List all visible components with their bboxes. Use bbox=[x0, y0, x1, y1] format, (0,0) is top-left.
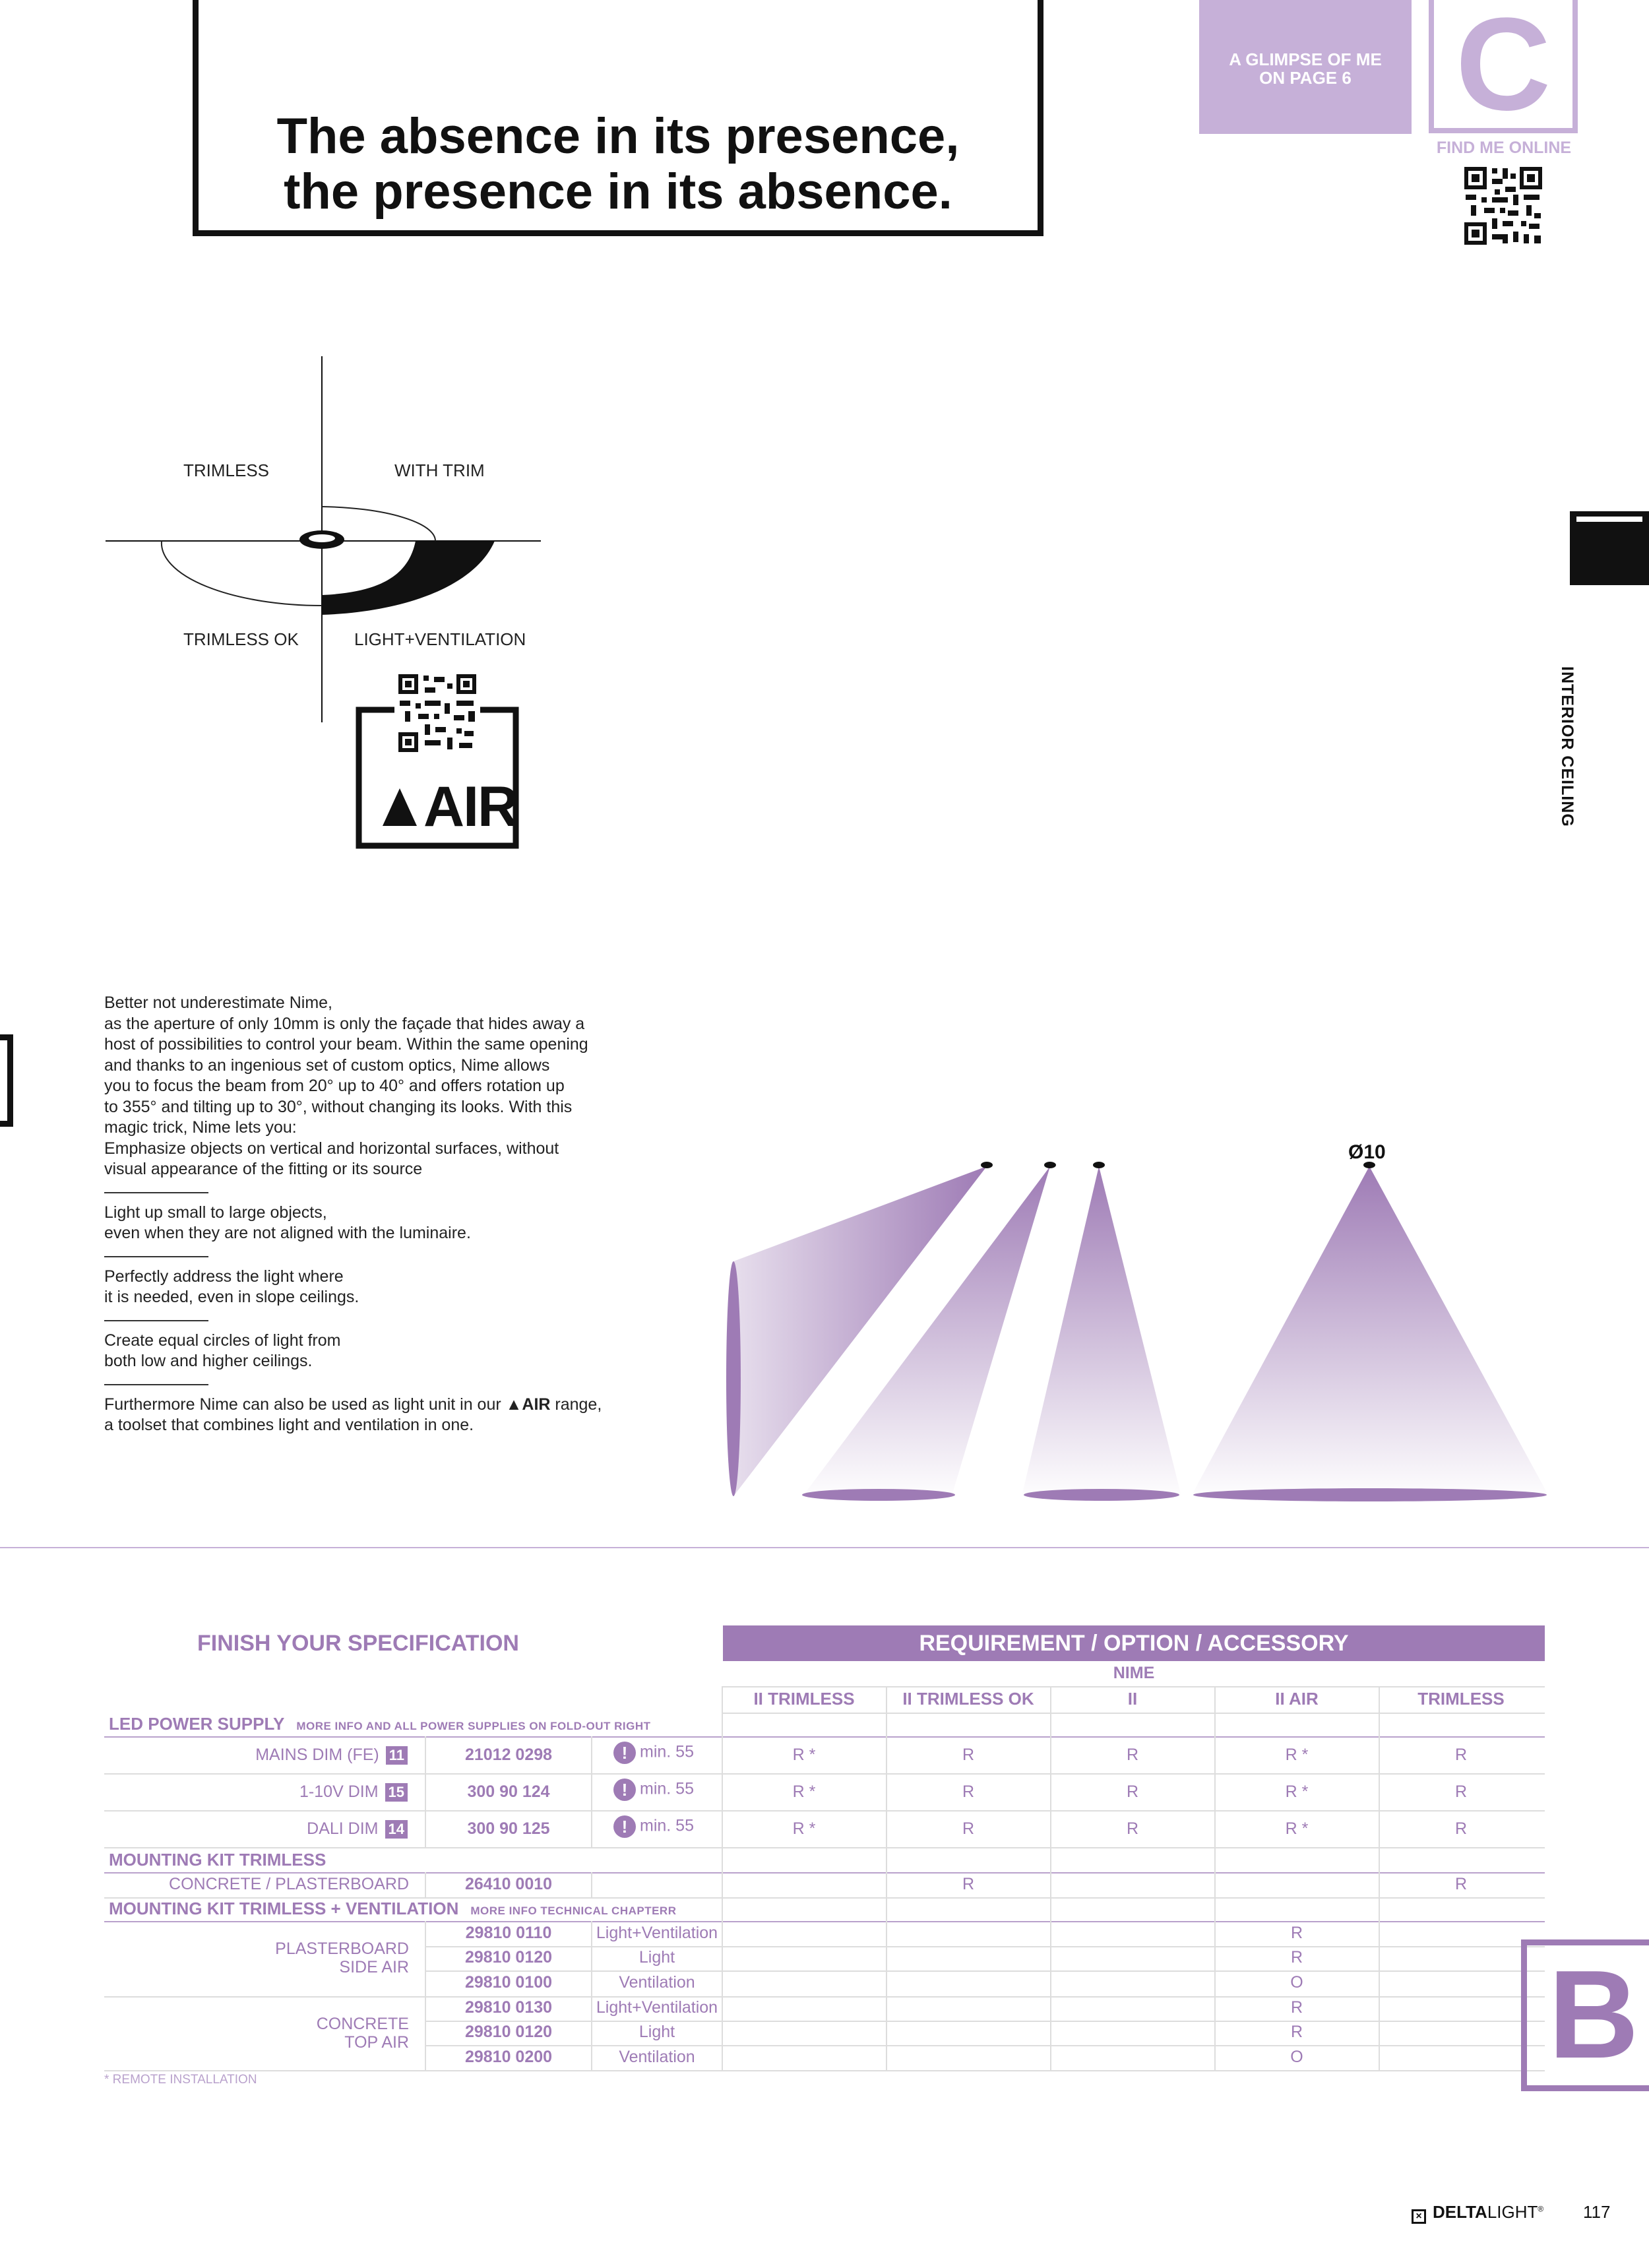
group-name-line-2: TOP AIR bbox=[344, 2033, 409, 2052]
psu-val: R bbox=[1126, 1782, 1139, 1801]
p5-line-1 bbox=[104, 1395, 685, 1416]
col-rule bbox=[1379, 1686, 1380, 2070]
col-head-ii-air: II AIR bbox=[1275, 1689, 1319, 1709]
col-rule bbox=[425, 1872, 426, 1897]
col-rule bbox=[591, 1921, 592, 2070]
p2-line-2: even when they are not aligned with the luminaire. bbox=[104, 1224, 471, 1242]
section-divider bbox=[0, 1547, 1649, 1548]
col-head-trimless-ok: II TRIMLESS OK bbox=[902, 1689, 1034, 1709]
psu-info-text: min. 55 bbox=[640, 1742, 694, 1761]
mk-name: CONCRETE / PLASTERBOARD bbox=[169, 1875, 409, 1893]
section-letter: B bbox=[1521, 1939, 1649, 2091]
group-concrete-top-air bbox=[104, 2015, 409, 2052]
psu-val: R * bbox=[1285, 1782, 1309, 1801]
psu-name bbox=[104, 1819, 408, 1839]
headline bbox=[193, 109, 1043, 220]
psu-val: R bbox=[1454, 1819, 1468, 1838]
group-name-line-1: PLASTERBOARD bbox=[275, 1939, 409, 1958]
psu-val: R * bbox=[792, 1819, 816, 1838]
brand-registered: ® bbox=[1538, 2204, 1544, 2214]
section-title: MOUNTING KIT TRIMLESS + VENTILATION bbox=[109, 1899, 459, 1918]
rule bbox=[104, 1872, 1545, 1874]
rule bbox=[104, 2070, 1545, 2071]
vent-desc: Light+Ventilation bbox=[596, 1998, 718, 2017]
vent-code: 29810 0110 bbox=[465, 1924, 552, 1942]
section-note: MORE INFO TECHNICAL CHAPTERR bbox=[470, 1905, 677, 1917]
col-rule bbox=[425, 1736, 426, 1847]
product-nime-label: NIME bbox=[1113, 1664, 1155, 1682]
diagram-label-with-trim: WITH TRIM bbox=[394, 460, 485, 480]
intro-line-4: and thanks to an ingenious set of custom optics, Nime allows bbox=[104, 1055, 550, 1075]
intro-line-5: you to focus the beam from 20° up to 40° and offers rotation up bbox=[104, 1077, 565, 1095]
mk-code: 26410 0010 bbox=[464, 1875, 553, 1893]
vent-code: 29810 0120 bbox=[464, 2023, 553, 2041]
intro-line-1: Better not underestimate Nime, bbox=[104, 993, 332, 1012]
product-description bbox=[104, 993, 685, 1436]
psu-info bbox=[613, 1742, 694, 1764]
psu-badge: 15 bbox=[385, 1783, 408, 1802]
headline-line-1: The absence in its presence, bbox=[276, 108, 960, 164]
beam-illustration bbox=[719, 1148, 1557, 1504]
group-name-line-1: CONCRETE bbox=[316, 2015, 409, 2033]
vent-val: R bbox=[1290, 1924, 1303, 1942]
group-plasterboard-side-air bbox=[104, 1939, 409, 1976]
section-mounting-kit-ventilation bbox=[109, 1899, 677, 1919]
qr-code-online-icon[interactable] bbox=[1464, 167, 1542, 245]
find-online-label: FIND ME ONLINE bbox=[1436, 139, 1572, 157]
rule bbox=[426, 1946, 1545, 1947]
rule bbox=[104, 1847, 1545, 1848]
psu-code: 21012 0298 bbox=[464, 1746, 553, 1764]
psu-info-text: min. 55 bbox=[640, 1779, 694, 1798]
chapter-tab bbox=[1570, 511, 1649, 585]
psu-info bbox=[613, 1779, 694, 1801]
diagram-label-trimless: TRIMLESS bbox=[183, 460, 270, 480]
requirement-header: REQUIREMENT / OPTION / ACCESSORY bbox=[723, 1625, 1545, 1661]
psu-val: R * bbox=[1285, 1819, 1309, 1838]
info-icon: ! bbox=[613, 1815, 636, 1838]
section-note: MORE INFO AND ALL POWER SUPPLIES ON FOLD-OUT RIGHT bbox=[296, 1720, 651, 1732]
brand-delta: DELTA bbox=[1433, 2202, 1487, 2222]
col-rule bbox=[591, 1736, 592, 1847]
p3-line-1: Perfectly address the light where bbox=[104, 1267, 344, 1286]
rule bbox=[104, 1736, 1545, 1738]
intro-line-9: visual appearance of the fitting or its source bbox=[104, 1160, 423, 1178]
separator bbox=[104, 1256, 208, 1257]
vent-code: 29810 0130 bbox=[464, 1998, 553, 2017]
vent-val: R bbox=[1290, 2023, 1303, 2041]
psu-badge: 11 bbox=[386, 1746, 408, 1765]
col-rule bbox=[591, 1872, 592, 1897]
rule bbox=[104, 1810, 1545, 1811]
separator bbox=[104, 1384, 208, 1385]
separator bbox=[104, 1320, 208, 1321]
vent-code: 29810 0120 bbox=[464, 1948, 553, 1967]
headline-line-2: the presence in its absence. bbox=[284, 164, 952, 220]
footnote-remote-installation: * REMOTE INSTALLATION bbox=[104, 2073, 257, 2087]
p4-line-2: both low and higher ceilings. bbox=[104, 1352, 313, 1370]
psu-name bbox=[104, 1746, 408, 1765]
psu-val: R * bbox=[792, 1782, 816, 1801]
intro-line-2: as the aperture of only 10mm is only the façade that hides away a bbox=[104, 1014, 585, 1033]
rule bbox=[426, 1970, 1545, 1972]
vent-code: 29810 0200 bbox=[464, 2048, 553, 2066]
info-icon: ! bbox=[613, 1742, 636, 1764]
page-number: 117 bbox=[1583, 2202, 1611, 2222]
info-icon: ! bbox=[613, 1779, 636, 1801]
glimpse-line-1: A GLIMPSE OF ME bbox=[1229, 49, 1382, 69]
separator bbox=[104, 1192, 208, 1193]
rule bbox=[426, 2045, 1545, 2046]
intro-line-8: Emphasize objects on vertical and horizontal surfaces, without bbox=[104, 1139, 559, 1158]
vent-desc: Light bbox=[638, 2023, 675, 2041]
psu-info-text: min. 55 bbox=[640, 1816, 694, 1835]
side-label-text: INTERIOR CEILING bbox=[1558, 666, 1576, 827]
p5-air-mark: ▲AIR bbox=[505, 1395, 551, 1414]
spec-title: FINISH YOUR SPECIFICATION bbox=[197, 1631, 519, 1656]
psu-name-text: MAINS DIM (FE) bbox=[255, 1746, 379, 1764]
brand-mark-icon: × bbox=[1412, 2209, 1426, 2224]
diagram-label-trimless-ok: TRIMLESS OK bbox=[183, 629, 299, 649]
psu-name-text: 1-10V DIM bbox=[299, 1782, 379, 1801]
vent-val: R bbox=[1290, 1948, 1303, 1967]
group-name-line-2: SIDE AIR bbox=[339, 1958, 409, 1976]
psu-code: 300 90 125 bbox=[467, 1819, 550, 1838]
p3-line-2: it is needed, even in slope ceilings. bbox=[104, 1288, 359, 1306]
aperture-label: Ø10 bbox=[1348, 1141, 1386, 1163]
rule bbox=[104, 1921, 1545, 1922]
air-logo-text: AIR bbox=[423, 775, 518, 838]
psu-val: R bbox=[1126, 1819, 1139, 1838]
psu-val: R * bbox=[792, 1746, 816, 1764]
psu-name bbox=[104, 1782, 408, 1802]
psu-name-text: DALI DIM bbox=[307, 1819, 379, 1838]
mk-val: R bbox=[1454, 1875, 1468, 1893]
rule bbox=[104, 1996, 1545, 1998]
vent-val: R bbox=[1290, 1998, 1303, 2017]
psu-val: R * bbox=[1285, 1746, 1309, 1764]
col-rule bbox=[1050, 1686, 1051, 2070]
rule bbox=[723, 1713, 1545, 1714]
p5-text-a: Furthermore Nime can also be used as light unit in our bbox=[104, 1395, 506, 1414]
col-head-trimless: TRIMLESS bbox=[1417, 1689, 1505, 1709]
p5-air-text: AIR bbox=[522, 1395, 551, 1414]
left-edge-marker bbox=[0, 1034, 13, 1127]
intro-line-6: to 355° and tilting up to 30°, without changing its looks. With this bbox=[104, 1097, 573, 1116]
psu-info bbox=[613, 1815, 694, 1838]
psu-val: R bbox=[962, 1746, 975, 1764]
p5-text-c: range, bbox=[550, 1395, 602, 1414]
psu-val: R bbox=[962, 1782, 975, 1801]
vent-code: 29810 0100 bbox=[464, 1973, 553, 1992]
brand-logo bbox=[1412, 2202, 1543, 2224]
psu-val: R bbox=[1454, 1746, 1468, 1764]
glimpse-line-2: ON PAGE 6 bbox=[1259, 68, 1352, 88]
col-head-trimless-ii: II TRIMLESS bbox=[753, 1689, 855, 1709]
section-title: LED POWER SUPPLY bbox=[109, 1714, 285, 1734]
psu-val: R bbox=[1454, 1782, 1468, 1801]
col-rule bbox=[425, 1921, 426, 2070]
vent-desc: Light bbox=[638, 1948, 675, 1967]
section-led-power-supply bbox=[109, 1714, 651, 1734]
col-rule bbox=[722, 1686, 723, 2070]
section-mounting-kit-trimless: MOUNTING KIT TRIMLESS bbox=[109, 1850, 327, 1870]
vent-desc: Ventilation bbox=[619, 2048, 695, 2066]
vent-desc: Light+Ventilation bbox=[596, 1924, 718, 1942]
mounting-diagram bbox=[106, 356, 554, 726]
chapter-letter: C bbox=[1429, 0, 1578, 133]
psu-code: 300 90 124 bbox=[467, 1782, 550, 1801]
brand-light: LIGHT bbox=[1487, 2202, 1538, 2222]
psu-badge: 14 bbox=[385, 1820, 408, 1839]
diagram-label-light-ventilation: LIGHT+VENTILATION bbox=[354, 629, 526, 649]
vent-val: O bbox=[1290, 2048, 1303, 2066]
col-head-ii: II bbox=[1127, 1689, 1138, 1709]
side-label-interior-ceiling bbox=[1550, 666, 1636, 884]
glimpse-link[interactable] bbox=[1199, 0, 1412, 134]
vent-desc: Ventilation bbox=[619, 1973, 695, 1992]
p4-line-1: Create equal circles of light from bbox=[104, 1331, 341, 1350]
col-rule bbox=[886, 1686, 887, 2070]
rule bbox=[723, 1686, 1545, 1687]
intro-line-3: host of possibilities to control your beam. Within the same opening bbox=[104, 1035, 588, 1054]
vent-val: O bbox=[1290, 1973, 1303, 1992]
p2-line-1: Light up small to large objects, bbox=[104, 1203, 327, 1222]
chapter-tab-stripe bbox=[1576, 517, 1642, 522]
p5-line-2: a toolset that combines light and ventilation in one. bbox=[104, 1416, 474, 1434]
mk-val: R bbox=[962, 1875, 975, 1893]
col-rule bbox=[1214, 1686, 1216, 2070]
rule bbox=[104, 1773, 1545, 1775]
psu-val: R bbox=[1126, 1746, 1139, 1764]
intro-line-7: magic trick, Nime lets you: bbox=[104, 1118, 297, 1137]
psu-val: R bbox=[962, 1819, 975, 1838]
rule bbox=[426, 2021, 1545, 2022]
